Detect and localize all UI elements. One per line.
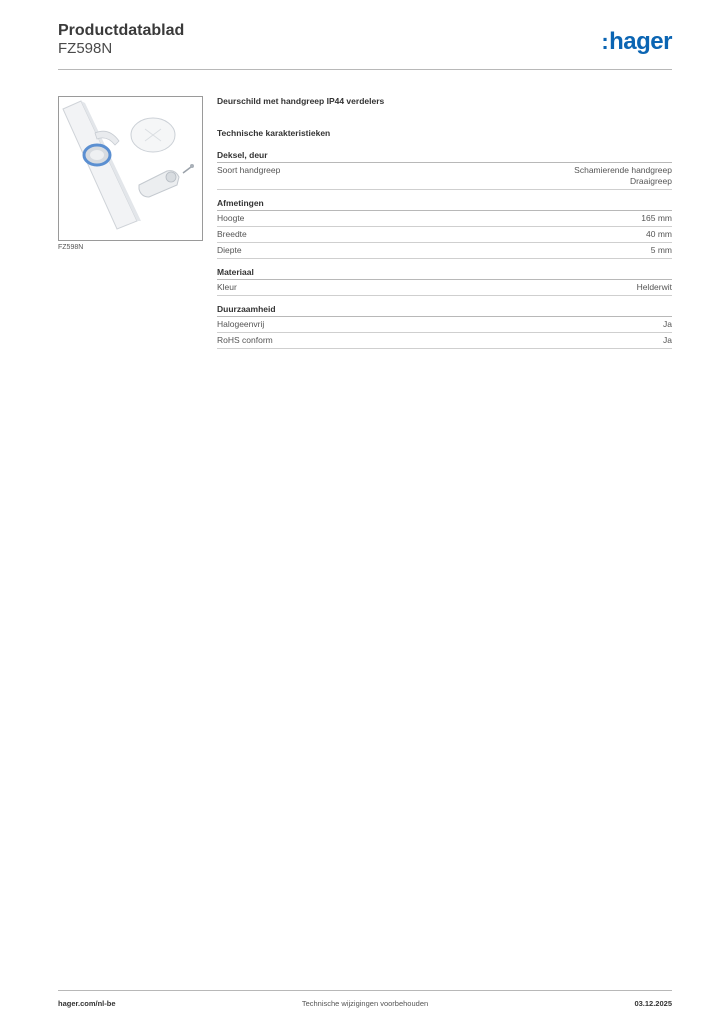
section-title: Deksel, deur [217, 150, 672, 163]
section-materiaal [217, 267, 672, 296]
spec-value: 40 mm [646, 229, 672, 239]
product-code: FZ598N [58, 40, 113, 57]
spec-value: Helderwit [636, 282, 672, 292]
section-title: Afmetingen [217, 198, 672, 211]
footer-website-link[interactable]: hager.com/nl-be [58, 999, 116, 1008]
spec-value: 165 mm [641, 213, 672, 223]
section-deksel [217, 150, 672, 190]
document-title: Productdatablad [58, 22, 185, 39]
tech-heading: Technische karakteristieken [217, 128, 331, 138]
page-header [58, 20, 672, 70]
spec-row [217, 333, 672, 349]
spec-value: Ja [663, 335, 672, 345]
product-photo-icon [59, 97, 202, 240]
logo-dots-icon: : [601, 29, 609, 54]
spec-value-line: Draaigreep [629, 176, 672, 186]
section-title: Materiaal [217, 267, 672, 280]
footer-notice: Technische wijzigingen voorbehouden [301, 999, 429, 1008]
logo-text: hager [609, 28, 672, 55]
spec-value: Ja [663, 319, 672, 329]
spec-label: Kleur [217, 282, 237, 292]
spec-row [217, 163, 672, 190]
hager-logo [601, 28, 672, 56]
spec-label: Soort handgreep [217, 165, 281, 175]
section-title: Duurzaamheid [217, 304, 672, 317]
spec-value-line: Schamierende handgreep [574, 165, 672, 175]
page-footer [58, 990, 672, 1008]
spec-row [217, 280, 672, 296]
product-name: Deurschild met handgreep IP44 verdelers [217, 96, 385, 106]
spec-label: RoHS conform [217, 335, 273, 345]
image-caption: FZ598N [58, 244, 84, 251]
spec-label: Diepte [217, 245, 242, 255]
spec-row [217, 211, 672, 227]
product-details [217, 96, 672, 357]
section-duurzaamheid [217, 304, 672, 349]
footer-date: 03.12.2025 [634, 999, 672, 1008]
spec-label: Hoogte [217, 213, 245, 223]
product-image [58, 96, 203, 241]
spec-label: Halogeenvrij [217, 319, 265, 329]
spec-value: 5 mm [650, 245, 672, 255]
spec-value [574, 165, 672, 187]
spec-row [217, 243, 672, 259]
spec-label: Breedte [217, 229, 247, 239]
spec-row [217, 317, 672, 333]
spec-row [217, 227, 672, 243]
section-afmetingen [217, 198, 672, 259]
